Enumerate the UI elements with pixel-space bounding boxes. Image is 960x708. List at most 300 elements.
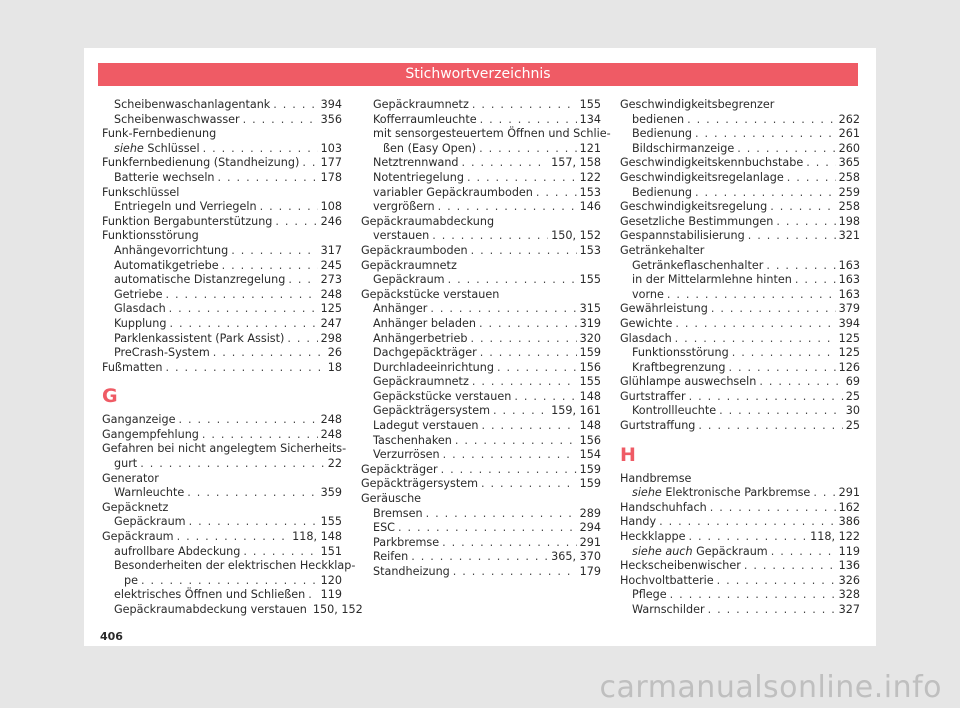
entry-text: Funkfernbedienung (Standheizung)	[102, 156, 300, 170]
entry-text: Hochvoltbatterie	[620, 573, 714, 587]
entry-text: Warnleuchte	[114, 486, 185, 500]
index-entry	[361, 419, 601, 434]
page-reference[interactable]: 261	[838, 127, 860, 141]
entry-text: Gewichte	[620, 316, 673, 330]
leader-dots	[169, 317, 317, 332]
entry-label	[373, 419, 478, 434]
page-reference[interactable]: 317	[320, 243, 342, 257]
index-entry	[620, 215, 860, 230]
entry-text: Gepäckraum	[373, 273, 445, 287]
entry-text: Elektronische Parkbremse	[665, 486, 811, 500]
entry-text: Gepäckraumnetz	[373, 98, 469, 111]
page-reference[interactable]: 327	[838, 603, 860, 616]
leader-dots	[480, 113, 577, 128]
index-entry	[361, 200, 601, 215]
leader-dots	[140, 457, 325, 472]
leader-dots	[448, 273, 577, 288]
leader-dots	[717, 574, 836, 589]
leader-dots	[695, 186, 836, 201]
index-column-3	[620, 98, 860, 618]
page-reference[interactable]: 298	[320, 331, 342, 345]
leader-dots	[231, 244, 317, 259]
entry-label	[632, 486, 810, 501]
page-reference[interactable]: 321	[838, 229, 860, 243]
page-reference[interactable]: 118, 148	[292, 530, 342, 544]
entry-text: Funktionsstörung	[632, 346, 729, 360]
leader-dots	[177, 530, 290, 545]
page-reference[interactable]: 157, 158	[551, 156, 601, 170]
page-reference[interactable]: 289	[579, 506, 601, 520]
entry-text: Gepäckraum	[102, 530, 174, 544]
index-entry	[361, 550, 601, 565]
entry-label	[632, 113, 684, 128]
page-reference[interactable]: 108	[320, 200, 342, 214]
index-entry	[361, 302, 601, 317]
page-number: 406	[100, 630, 123, 643]
page-reference[interactable]: 30	[845, 404, 860, 418]
entry-label	[114, 302, 166, 317]
index-entry	[102, 215, 342, 230]
index-column-2	[361, 98, 611, 580]
index-entry	[361, 565, 601, 580]
entry-text: Getränkeflaschenhalter	[632, 258, 764, 272]
leader-dots	[675, 332, 836, 347]
page-reference[interactable]: 121	[579, 141, 601, 155]
entry-text: Schlüssel	[147, 141, 200, 155]
index-entry	[361, 171, 601, 186]
index-entry	[102, 171, 342, 186]
page-reference[interactable]: 150, 152	[551, 229, 601, 243]
page-reference[interactable]: 134	[579, 112, 601, 126]
leader-dots	[737, 142, 835, 157]
page-reference[interactable]: 22	[327, 457, 342, 471]
leader-dots	[273, 98, 317, 113]
entry-text: Durchladeeinrichtung	[373, 360, 494, 374]
index-entry	[102, 442, 347, 457]
entry-text: Geschwindigkeitsregelanlage	[620, 170, 784, 184]
entry-text: Generator	[102, 471, 159, 485]
entry-text: Funkschlüssel	[102, 185, 180, 199]
index-entry	[102, 413, 342, 428]
index-entry	[620, 171, 860, 186]
entry-label	[102, 361, 162, 376]
entry-text: Gepäckraum	[696, 544, 768, 558]
page-reference[interactable]: 159	[579, 346, 601, 360]
page-reference[interactable]: 125	[838, 346, 860, 360]
entry-text: Automatikgetriebe	[114, 258, 219, 272]
entry-label	[102, 501, 168, 516]
index-entry	[620, 375, 860, 390]
page-reference[interactable]: 379	[838, 302, 860, 316]
entry-label	[620, 332, 672, 347]
entry-label	[114, 346, 210, 361]
page-reference[interactable]: 148	[579, 419, 601, 433]
entry-label	[114, 603, 307, 618]
index-entry	[361, 259, 601, 274]
entry-label	[373, 361, 494, 376]
index-entry	[620, 559, 860, 574]
leader-dots	[744, 559, 836, 574]
index-entry	[102, 127, 342, 142]
page-reference[interactable]: 177	[320, 156, 342, 170]
index-entry	[620, 229, 860, 244]
entry-label	[114, 457, 137, 472]
leader-dots	[687, 113, 835, 128]
page-reference[interactable]: 18	[327, 360, 342, 374]
leader-dots	[719, 404, 843, 419]
entry-text: Handschuhfach	[620, 500, 707, 514]
page-reference[interactable]: 25	[845, 419, 860, 433]
index-entry	[361, 229, 601, 244]
index-entry	[620, 98, 860, 113]
index-entry	[361, 521, 601, 536]
page-reference[interactable]: 154	[579, 448, 601, 462]
page-reference[interactable]: 163	[838, 287, 860, 301]
index-entry	[620, 472, 860, 487]
index-entry	[620, 186, 860, 201]
index-entry	[361, 317, 601, 332]
leader-dots	[759, 375, 842, 390]
entry-text: Gepäckstücke verstauen	[373, 389, 512, 403]
leader-dots	[288, 273, 317, 288]
entry-text: Kupplung	[114, 316, 167, 330]
page-reference[interactable]: 258	[838, 170, 860, 184]
index-entry	[620, 603, 860, 618]
leader-dots	[441, 463, 577, 478]
entry-text: Kofferraumleuchte	[373, 112, 477, 126]
entry-label	[620, 375, 756, 390]
index-entry	[361, 273, 601, 288]
leader-dots	[169, 302, 318, 317]
entry-label	[620, 98, 774, 113]
index-entry	[102, 346, 342, 361]
entry-text: mit sensorgesteuertem Öffnen und Schlie-	[373, 127, 611, 141]
entry-label	[620, 419, 695, 434]
watermark: carmanualsonline.info	[599, 670, 942, 705]
page-reference[interactable]: 118, 122	[810, 530, 860, 544]
entry-label	[620, 501, 707, 516]
page-reference[interactable]: 156	[579, 360, 601, 374]
entry-label	[620, 244, 704, 259]
entry-label	[373, 565, 450, 580]
page-reference[interactable]: 25	[845, 389, 860, 403]
entry-label	[114, 559, 355, 574]
entry-label	[102, 186, 179, 201]
entry-text: Bedienung	[632, 127, 693, 141]
entry-text: gurt	[114, 457, 138, 471]
page-reference[interactable]: 146	[579, 200, 601, 214]
leader-dots	[481, 419, 576, 434]
index-entry	[361, 404, 601, 419]
entry-label	[632, 259, 763, 274]
index-entry	[361, 507, 601, 522]
entry-label	[632, 273, 792, 288]
entry-text: Anhänger	[373, 302, 428, 316]
page-reference[interactable]: 136	[838, 559, 860, 573]
entry-label	[114, 98, 270, 113]
index-entry	[361, 448, 601, 463]
entry-label	[114, 545, 240, 560]
page-reference[interactable]: 153	[579, 243, 601, 257]
page-reference[interactable]: 248	[320, 413, 342, 427]
page-reference[interactable]: 163	[838, 258, 860, 272]
index-entry	[102, 288, 342, 303]
page-reference[interactable]: 122	[579, 170, 601, 184]
page-reference[interactable]: 151	[320, 544, 342, 558]
entry-text: Verzurrösen	[373, 448, 440, 462]
leader-dots	[287, 332, 317, 347]
page-reference[interactable]: 291	[838, 486, 860, 500]
entry-text: Dachgepäckträger	[373, 346, 477, 360]
page-reference[interactable]: 119	[838, 544, 860, 558]
entry-text: Handy	[620, 515, 657, 529]
page-reference[interactable]: 359	[320, 486, 342, 500]
leader-dots	[708, 603, 836, 618]
page-reference[interactable]: 394	[838, 316, 860, 330]
page-reference[interactable]: 120	[320, 573, 342, 587]
entry-text: variabler Gepäckraumboden	[373, 185, 533, 199]
page-reference[interactable]: 319	[579, 316, 601, 330]
leader-dots	[432, 229, 548, 244]
entry-text: Geschwindigkeitskennbuchstabe	[620, 156, 804, 170]
index-entry	[102, 142, 342, 157]
entry-text: Geschwindigkeitsbegrenzer	[620, 98, 775, 111]
page-reference[interactable]: 162	[838, 500, 860, 514]
entry-text: Netztrennwand	[373, 156, 459, 170]
leader-dots	[795, 273, 836, 288]
page-reference[interactable]: 125	[320, 302, 342, 316]
index-entry	[620, 515, 860, 530]
page-reference[interactable]: 26	[327, 346, 342, 360]
entry-label	[632, 127, 692, 142]
index-entry	[620, 302, 860, 317]
page-reference[interactable]: 148	[579, 389, 601, 403]
entry-text: aufrollbare Abdeckung	[114, 544, 241, 558]
page-reference[interactable]: 155	[320, 515, 342, 529]
entry-label	[124, 574, 138, 589]
leader-dots	[202, 428, 318, 443]
leader-dots	[689, 390, 843, 405]
index-entry	[102, 244, 342, 259]
entry-label	[102, 127, 216, 142]
index-entry	[102, 472, 342, 487]
page-reference[interactable]: 156	[579, 433, 601, 447]
page-reference[interactable]: 258	[838, 200, 860, 214]
entry-text: Gesetzliche Bestimmungen	[620, 214, 774, 228]
leader-dots	[243, 113, 318, 128]
leader-dots	[667, 288, 836, 303]
entry-label	[632, 346, 729, 361]
index-entry	[102, 186, 342, 201]
page-reference[interactable]: 178	[320, 170, 342, 184]
index-entry	[361, 244, 601, 259]
entry-label	[102, 428, 199, 443]
leader-dots	[179, 413, 318, 428]
index-entry	[361, 477, 601, 492]
index-column-1	[102, 98, 363, 618]
entry-text: PreCrash-System	[114, 346, 210, 360]
leader-dots	[813, 486, 835, 501]
index-entry	[620, 390, 860, 405]
entry-text: Scheibenwaschwasser	[114, 112, 240, 126]
page-reference[interactable]: 159	[579, 462, 601, 476]
entry-text: Gewährleistung	[620, 302, 708, 316]
entry-text: vergrößern	[373, 200, 435, 214]
page-reference[interactable]: 294	[579, 521, 601, 535]
entry-text: Gepäckträgersystem	[361, 477, 479, 491]
index-entry	[620, 346, 860, 361]
entry-label	[114, 244, 228, 259]
entry-label	[620, 472, 691, 487]
entry-text: in der Mittelarmlehne hinten	[632, 273, 792, 287]
entry-text: Notentriegelung	[373, 170, 464, 184]
entry-text: Gepäckträgersystem	[373, 404, 491, 418]
index-entry	[361, 361, 601, 376]
leader-dots	[430, 302, 576, 317]
leader-dots	[472, 98, 577, 113]
entry-text: Funktion Bergabunterstützung	[102, 214, 273, 228]
index-entry	[620, 588, 860, 603]
entry-text: Fußmatten	[102, 360, 163, 374]
page-reference[interactable]: 125	[838, 331, 860, 345]
leader-dots	[411, 550, 548, 565]
index-entry	[102, 302, 342, 317]
page-reference[interactable]: 326	[838, 573, 860, 587]
entry-text: Bremsen	[373, 506, 423, 520]
index-entry	[102, 545, 342, 560]
page-reference[interactable]: 126	[838, 360, 860, 374]
entry-label	[620, 200, 767, 215]
index-entry	[620, 113, 860, 128]
index-entry	[361, 98, 601, 113]
entry-label	[373, 507, 423, 522]
entry-label	[632, 142, 734, 157]
page-reference[interactable]: 163	[838, 273, 860, 287]
leader-dots	[308, 588, 317, 603]
index-entry	[102, 559, 356, 574]
leader-dots	[260, 200, 318, 215]
page-reference[interactable]: 260	[838, 141, 860, 155]
entry-text: Kraftbegrenzung	[632, 360, 726, 374]
page-reference[interactable]: 119	[320, 588, 342, 602]
page-reference[interactable]: 248	[320, 427, 342, 441]
page-reference[interactable]: 328	[838, 588, 860, 602]
entry-label	[373, 273, 445, 288]
index-entry	[361, 288, 601, 303]
page-reference[interactable]: 356	[320, 112, 342, 126]
entry-text: Gefahren bei nicht angelegtem Sicherheits-	[102, 442, 347, 456]
page-reference[interactable]: 291	[579, 535, 601, 549]
page-reference[interactable]: 262	[838, 112, 860, 126]
page-reference[interactable]: 155	[579, 273, 601, 287]
entry-label	[620, 515, 656, 530]
leader-dots	[472, 375, 577, 390]
page-reference[interactable]: 159, 161	[551, 404, 601, 418]
leader-dots	[443, 448, 577, 463]
page-reference[interactable]: 315	[579, 302, 601, 316]
entry-text: Bildschirmanzeige	[632, 141, 735, 155]
page-reference[interactable]: 248	[320, 287, 342, 301]
entry-label	[114, 142, 200, 157]
index-entry	[620, 273, 860, 288]
entry-label	[373, 332, 467, 347]
page-reference[interactable]: 159	[579, 477, 601, 491]
page-reference[interactable]: 198	[838, 214, 860, 228]
index-entry	[102, 332, 342, 347]
page-reference[interactable]: 103	[320, 141, 342, 155]
entry-label	[102, 413, 176, 428]
entry-text: Gepäcknetz	[102, 500, 169, 514]
entry-label	[114, 515, 186, 530]
leader-dots	[711, 302, 836, 317]
page-reference[interactable]: 247	[320, 316, 342, 330]
entry-label	[620, 229, 745, 244]
page-reference[interactable]: 273	[320, 273, 342, 287]
section-letter: H	[620, 443, 636, 466]
entry-text: Anhängerbetrieb	[373, 331, 468, 345]
leader-dots	[479, 142, 577, 157]
index-entry	[102, 574, 342, 589]
page-reference[interactable]: 150, 152	[312, 603, 363, 616]
page-reference[interactable]: 365, 370	[551, 550, 601, 564]
page-reference[interactable]: 365	[838, 156, 860, 170]
entry-text: Handbremse	[620, 471, 692, 485]
index-entry	[620, 486, 860, 501]
entry-label	[361, 463, 438, 478]
index-entry	[102, 501, 342, 516]
page-reference[interactable]: 394	[320, 98, 342, 111]
entry-label	[373, 156, 459, 171]
leader-dots	[455, 434, 577, 449]
page-reference[interactable]: 259	[838, 185, 860, 199]
leader-dots	[675, 317, 835, 332]
page-reference[interactable]: 179	[579, 565, 601, 578]
index-entry	[102, 229, 342, 244]
entry-label	[102, 215, 272, 230]
page-reference[interactable]: 386	[838, 515, 860, 529]
page-reference[interactable]: 69	[845, 375, 860, 389]
page-reference[interactable]: 245	[320, 258, 342, 272]
entry-text: Entriegeln und Verriegeln	[114, 200, 257, 214]
leader-dots	[536, 186, 577, 201]
entry-label	[373, 302, 427, 317]
page-reference[interactable]: 246	[320, 214, 342, 228]
page-title: Stichwortverzeichnis	[405, 66, 551, 82]
index-entry	[361, 113, 601, 128]
leader-dots	[203, 142, 318, 157]
entry-label	[632, 603, 705, 618]
leader-dots	[471, 244, 577, 259]
index-entry	[620, 530, 860, 545]
leader-dots	[732, 346, 836, 361]
entry-label	[373, 113, 477, 128]
page-reference[interactable]: 320	[579, 331, 601, 345]
entry-label	[620, 559, 741, 574]
index-entry	[102, 113, 342, 128]
entry-label	[373, 127, 611, 142]
page-reference[interactable]: 153	[579, 185, 601, 199]
entry-label	[632, 361, 726, 376]
entry-label	[373, 404, 490, 419]
see-reference-prefix: siehe	[632, 486, 662, 500]
entry-label	[373, 186, 533, 201]
page-reference[interactable]: 155	[579, 98, 601, 111]
entry-text: Gepäckraum	[114, 515, 186, 529]
index-entry	[620, 545, 860, 560]
page-reference[interactable]: 155	[579, 375, 601, 389]
index-entry	[620, 288, 860, 303]
entry-label	[102, 442, 346, 457]
